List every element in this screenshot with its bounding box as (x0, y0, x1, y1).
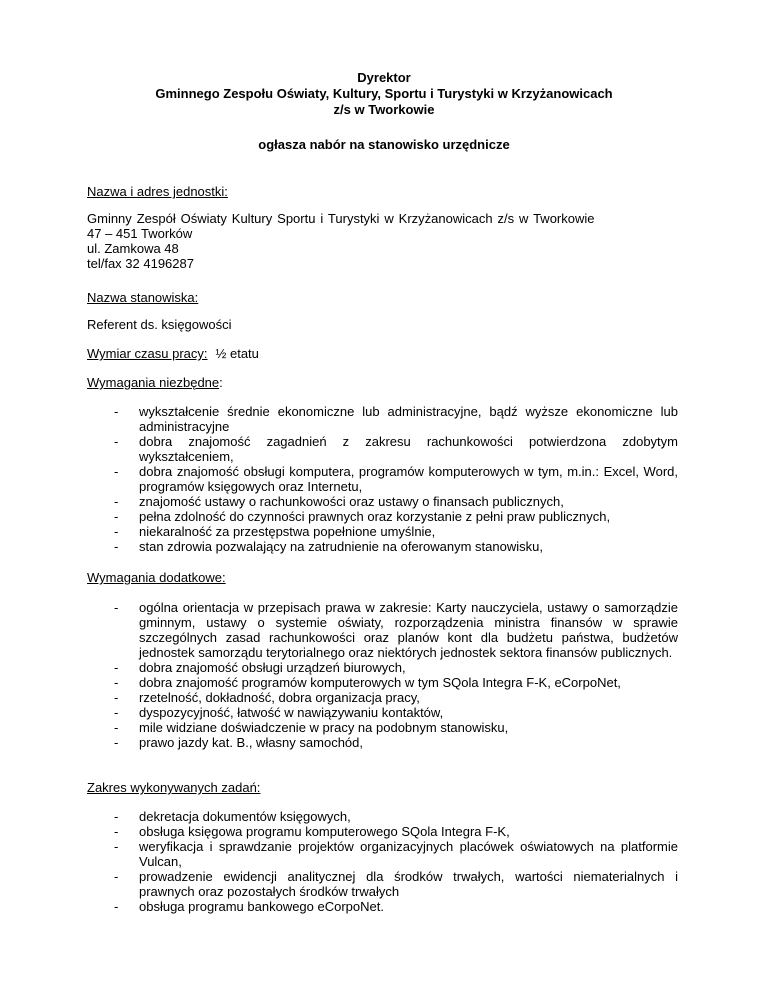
unit-name: Gminny Zespół Oświaty Kultury Sportu i Turystyki w Krzyżanowicach z/s w Tworkowie (87, 211, 595, 226)
additional-list (87, 600, 678, 750)
unit-heading: Nazwa i adres jednostki: (87, 184, 228, 199)
list-item: - obsługa księgowa programu komputerowego SQola Integra F-K, (87, 824, 678, 839)
list-item: - niekaralność za przestępstwa popełnione umyślnie, (87, 524, 678, 539)
tasks-heading: Zakres wykonywanych zadań: (87, 780, 261, 795)
unit-address (87, 211, 677, 271)
tasks-list (87, 809, 678, 914)
position-heading: Nazwa stanowiska: (87, 290, 199, 305)
list-item: - obsługa programu bankowego eCorpoNet. (87, 899, 678, 914)
list-item: - dobra znajomość obsługi komputera, programów komputerowych w tym, m.in.: Excel, Word, programów księgowych oraz Internetu, (87, 464, 678, 494)
list-item: - znajomość ustawy o rachunkowości oraz ustawy o finansach publicznych, (87, 494, 678, 509)
list-item: - mile widziane doświadczenie w pracy na podobnym stanowisku, (87, 720, 678, 735)
list-item: - dobra znajomość programów komputerowych w tym SQola Integra F-K, eCorpoNet, (87, 675, 678, 690)
unit-street: ul. Zamkowa 48 (87, 241, 179, 256)
list-item: - dekretacja dokumentów księgowych, (87, 809, 678, 824)
list-item: - dyspozycyjność, łatwość w nawiązywaniu kontaktów, (87, 705, 678, 720)
list-item: - weryfikacja i sprawdzanie projektów organizacyjnych placówek oświatowych na platformie Vulcan, (87, 839, 678, 869)
list-item: - ogólna orientacja w przepisach prawa w zakresie: Karty nauczyciela, ustawy o samorządzie gminnym, ustawy o systemie oświaty, rozporządzenia ministra finansów w sprawie szczególnych zasad rachunkowości oraz planów kont dla budżetu państwa, budżetów jednostek samorządu terytorialnego oraz niektórych jednostek sektora finansów publicznych. (87, 600, 678, 660)
list-item: - prowadzenie ewidencji analitycznej dla środków trwałych, wartości niematerialnych i prawnych oraz pozostałych środków trwałych (87, 869, 678, 899)
list-item: - dobra znajomość obsługi urządzeń biurowych, (87, 660, 678, 675)
required-list (87, 404, 678, 554)
announcement-title: ogłasza nabór na stanowisko urzędnicze (258, 137, 510, 152)
institution-seat: z/s w Tworkowie (333, 102, 435, 117)
director-title: Dyrektor (357, 70, 411, 85)
list-item: - prawo jazdy kat. B., własny samochód, (87, 735, 678, 750)
worktime-label: Wymiar czasu pracy: (87, 346, 208, 361)
required-heading: Wymagania niezbędne (87, 375, 220, 390)
unit-phone: tel/fax 32 4196287 (87, 256, 194, 271)
institution-name: Gminnego Zespołu Oświaty, Kultury, Sportu i Turystyki w Krzyżanowicach (155, 86, 613, 101)
additional-heading: Wymagania dodatkowe: (87, 570, 226, 585)
worktime-value: ½ etatu (215, 346, 259, 361)
required-heading-colon: : (219, 375, 223, 390)
list-item: - rzetelność, dokładność, dobra organizacja pracy, (87, 690, 678, 705)
list-item: - dobra znajomość zagadnień z zakresu rachunkowości potwierdzona zdobytym wykształceniem, (87, 434, 678, 464)
list-item: - pełna zdolność do czynności prawnych oraz korzystanie z pełni praw publicznych, (87, 509, 678, 524)
worktime-line (87, 346, 677, 361)
list-item: - stan zdrowia pozwalający na zatrudnienie na oferowanym stanowisku, (87, 539, 678, 554)
required-heading-line (87, 375, 677, 390)
list-item: - wykształcenie średnie ekonomiczne lub administracyjne, bądź wyższe ekonomiczne lub administracyjne (87, 404, 678, 434)
unit-postal: 47 – 451 Tworków (87, 226, 193, 241)
position-name: Referent ds. księgowości (87, 317, 232, 332)
